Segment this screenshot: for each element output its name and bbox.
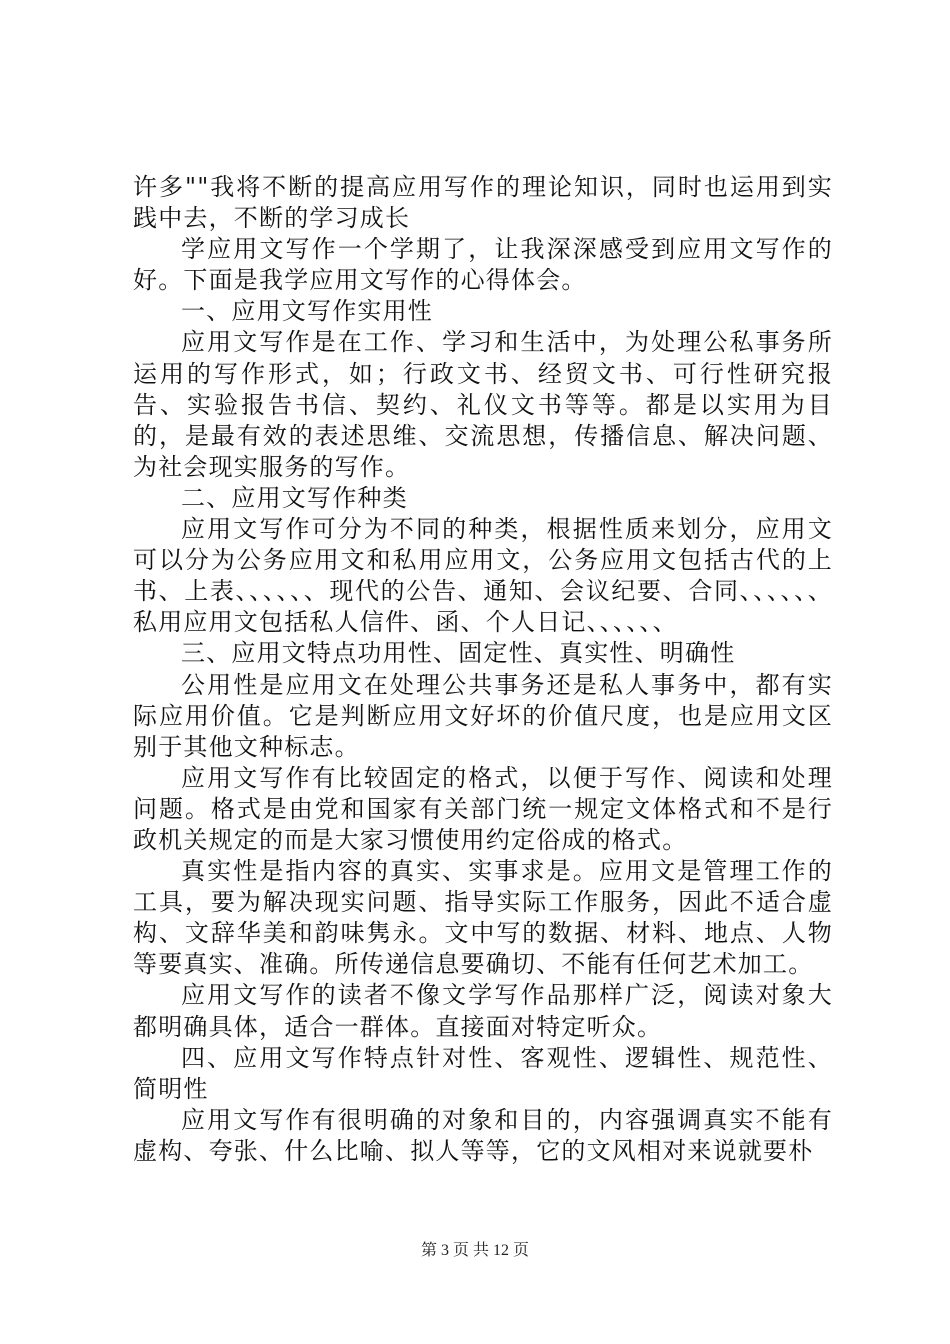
paragraph-8: 应用文写作的读者不像文学写作品那样广泛，阅读对象大都明确具体，适合一群体。直接面对特定听众。 xyxy=(133,981,833,1041)
paragraph-4: 应用文写作可分为不同的种类，根据性质来划分，应用文可以分为公务应用文和私用应用文，公务应用文包括古代的上书、上表、、、、、、现代的公告、通知、会议纪要、合同、、、、、、私用应用文包括私人信件、函、个人日记、、、、、、 xyxy=(133,515,833,637)
document-body xyxy=(133,172,833,1167)
paragraph-7: 真实性是指内容的真实、实事求是。应用文是管理工作的工具，要为解决现实问题、指导实际工作服务，因此不适合虚构、文辞华美和韵味隽永。文中写的数据、材料、地点、人物等要真实、准确。所传递信息要确切、不能有任何艺术加工。 xyxy=(133,857,833,979)
section-heading-1: 一、应用文写作实用性 xyxy=(181,297,433,326)
section-heading-2: 二、应用文写作种类 xyxy=(181,483,408,512)
paragraph-2: 学应用文写作一个学期了，让我深深感受到应用文写作的好。下面是我学应用文写作的心得体会。 xyxy=(133,235,833,295)
paragraph-9: 应用文写作有很明确的对象和目的，内容强调真实不能有虚构、夸张、什么比喻、拟人等等，它的文风相对来说就要朴 xyxy=(133,1105,833,1165)
paragraph-3: 应用文写作是在工作、学习和生活中，为处理公私事务所运用的写作形式，如；行政文书、经贸文书、可行性研究报告、实验报告书信、契约、礼仪文书等等。都是以实用为目的，是最有效的表述思维、交流思想，传播信息、解决问题、为社会现实服务的写作。 xyxy=(133,328,833,481)
section-heading-3: 三、应用文特点功用性、固定性、真实性、明确性 xyxy=(181,639,736,668)
page-number-footer: 第 3 页 共 12 页 xyxy=(420,1242,529,1259)
paragraph-1: 许多""我将不断的提高应用写作的理论知识，同时也运用到实践中去，不断的学习成长 xyxy=(133,173,833,233)
paragraph-6: 应用文写作有比较固定的格式，以便于写作、阅读和处理问题。格式是由党和国家有关部门统一规定文体格式和不是行政机关规定的而是大家习惯使用约定俗成的格式。 xyxy=(133,763,833,854)
section-heading-4: 四、应用文写作特点针对性、客观性、逻辑性、规范性、简明性 xyxy=(133,1043,833,1103)
paragraph-5: 公用性是应用文在处理公共事务还是私人事务中，都有实际应用价值。它是判断应用文好坏的价值尺度，也是应用文区别于其他文种标志。 xyxy=(133,670,833,761)
